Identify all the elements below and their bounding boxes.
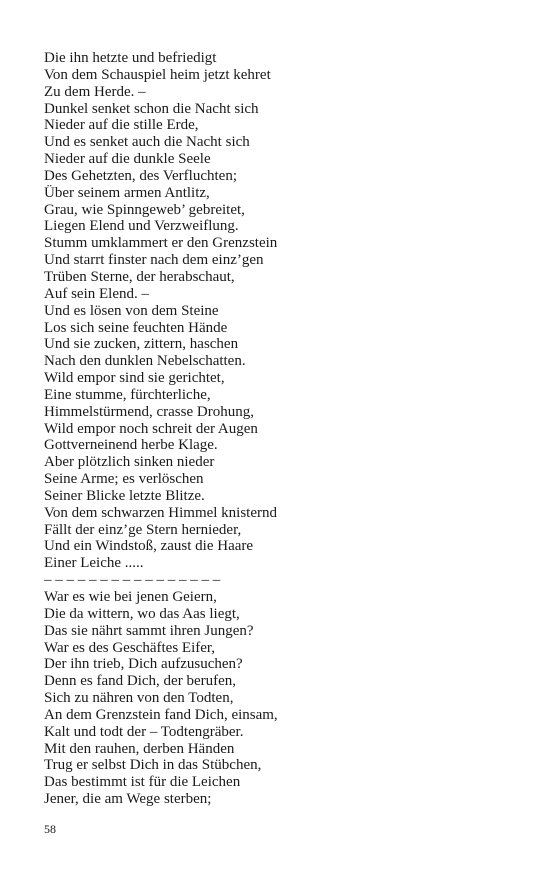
poem-line: Von dem schwarzen Himmel knisternd [44,504,278,521]
poem-line: Und starrt finster nach dem einz’gen [44,252,264,269]
poem-line: Sich zu nähren von den Todten, [44,690,234,707]
poem-line: Nieder auf die dunkle Seele [44,151,211,168]
poem-line: Trüben Sterne, der herabschaut, [44,268,235,285]
poem-line: Über seinem armen Antlitz, [44,184,210,201]
poem-line: Wild empor noch schreit der Augen [44,420,258,437]
poem-line: Seiner Blicke letzte Blitze. [44,487,205,504]
poem-text [44,50,514,808]
poem-line: Auf sein Elend. – [44,285,149,302]
poem-line: An dem Grenzstein fand Dich, einsam, [44,706,278,723]
poem-line: Stumm umklammert er den Grenzstein [44,235,278,252]
poem-line: Und es lösen von dem Steine [44,302,219,319]
poem-line: Und es senket auch die Nacht sich [44,134,250,151]
poem-line: Denn es fand Dich, der berufen, [44,673,237,690]
poem-line: War es des Geschäftes Eifer, [44,639,216,656]
poem-line: Fällt der einz’ge Stern hernieder, [44,521,242,538]
poem-line: Das sie nährt sammt ihren Jungen? [44,622,254,639]
poem-line: Von dem Schauspiel heim jetzt kehret [44,66,271,83]
poem-line: Himmelstürmend, crasse Drohung, [44,403,254,420]
poem-line: Jener, die am Wege sterben; [44,791,212,808]
poem-line: Gottverneinend herbe Klage. [44,437,218,454]
poem-line: Das bestimmt ist für die Leichen [44,774,241,791]
poem-line: – – – – – – – – – – – – – – – – [44,572,221,589]
poem-line: Die da wittern, wo das Aas liegt, [44,605,240,622]
poem-line: War es wie bei jenen Geiern, [44,589,217,605]
poem-line: Zu dem Herde. – [44,83,146,100]
poem-line: Die ihn hetzte und befriedigt [44,50,217,66]
poem-line: Dunkel senket schon die Nacht sich [44,100,259,117]
poem-line: Kalt und todt der – Todtengräber. [44,723,244,740]
page-number: 58 [44,822,56,836]
poem-line: Eine stumme, fürchterliche, [44,386,211,403]
poem-line: Einer Leiche ..... [44,555,144,572]
poem-line: Seine Arme; es verlöschen [44,471,204,488]
poem-line: Aber plötzlich sinken nieder [44,454,215,471]
poem-line: Nieder auf die stille Erde, [44,117,199,134]
poem-line: Wild empor sind sie gerichtet, [44,370,225,387]
poem-line: Und sie zucken, zittern, haschen [44,336,239,353]
poem-line: Der ihn trieb, Dich aufzusuchen? [44,656,243,673]
poem-line: Trug er selbst Dich in das Stübchen, [44,757,262,774]
poem-line: Los sich seine feuchten Hände [44,319,228,336]
poem-line: Liegen Elend und Verzweiflung. [44,218,239,235]
poem-line: Mit den rauhen, derben Händen [44,740,235,757]
poem-line: Und ein Windstoß, zaust die Haare [44,538,254,555]
poem-line: Nach den dunklen Nebelschatten. [44,353,246,370]
poem-line: Grau, wie Spinngeweb’ gebreitet, [44,201,245,218]
poem-line: Des Gehetzten, des Verfluchten; [44,167,237,184]
